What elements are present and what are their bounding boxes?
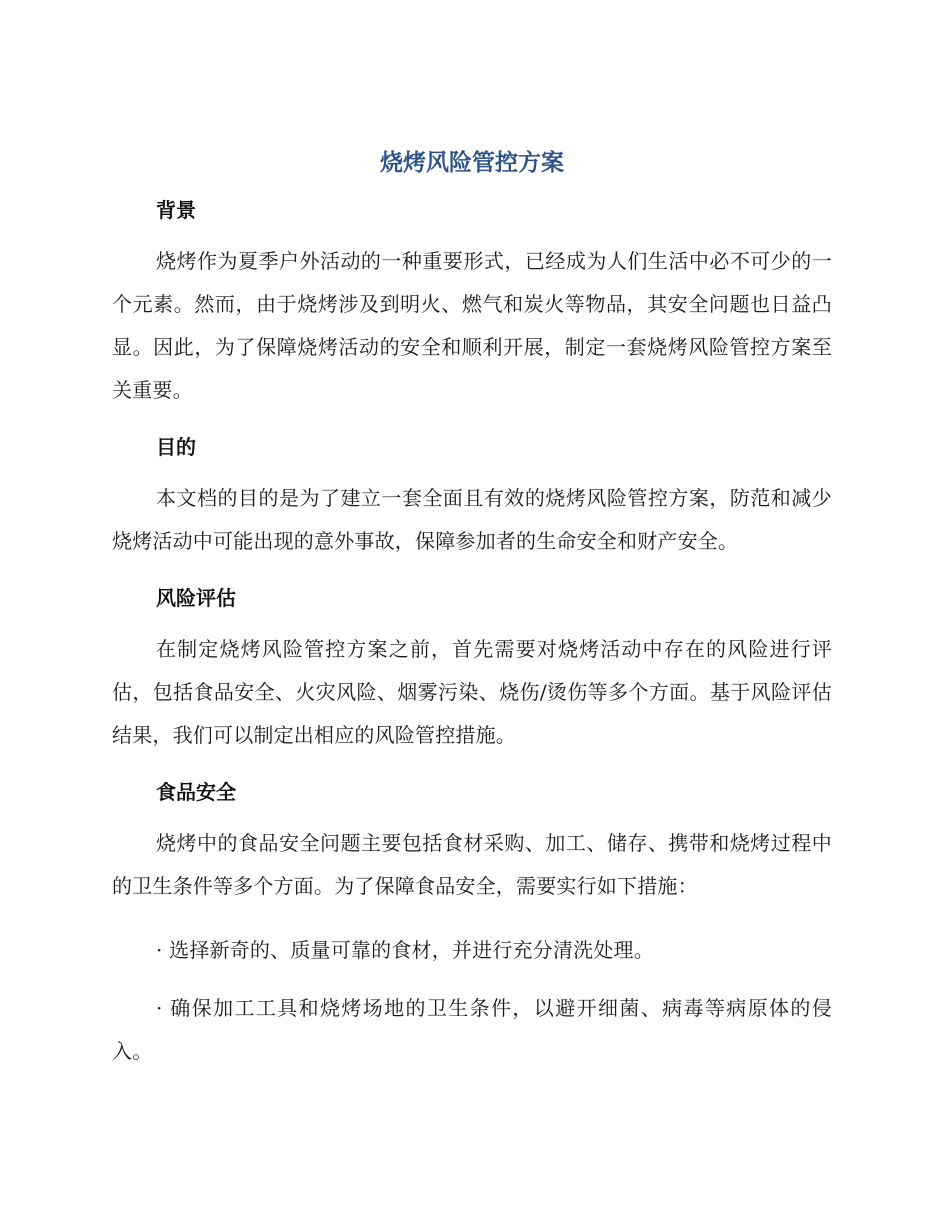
section-risk-assessment xyxy=(112,584,832,757)
section-heading-purpose: 目的 xyxy=(156,435,196,459)
document-title: 烧烤风险管控方案 xyxy=(380,150,564,176)
paragraph-background: 烧烤作为夏季户外活动的一种重要形式，已经成为人们生活中必不可少的一个元素。然而，由于烧烤涉及到明火、燃气和炭火等物品，其安全问题也日益凸显。因此，为了保障烧烤活动的安全和顺利开展，制定一套烧烤风险管控方案至关重要。 xyxy=(112,249,832,402)
section-heading-risk-assessment: 风险评估 xyxy=(156,586,236,610)
section-purpose xyxy=(112,433,832,563)
section-heading-background: 背景 xyxy=(156,198,196,222)
paragraph-food-safety: 烧烤中的食品安全问题主要包括食材采购、加工、储存、携带和烧烤过程中的卫生条件等多个方面。为了保障食品安全，需要实行如下措施： xyxy=(112,831,832,898)
section-background xyxy=(112,196,832,412)
bullet-item-fresh-ingredients: · 选择新奇的、质量可靠的食材，并进行充分清洗处理。 xyxy=(156,938,654,962)
section-food-safety xyxy=(112,778,832,1073)
paragraph-risk-assessment: 在制定烧烤风险管控方案之前，首先需要对烧烤活动中存在的风险进行评估，包括食品安全、火灾风险、烟雾污染、烧伤/烫伤等多个方面。基于风险评估结果，我们可以制定出相应的风险管控措施。 xyxy=(112,637,832,747)
paragraph-purpose: 本文档的目的是为了建立一套全面且有效的烧烤风险管控方案，防范和减少烧烤活动中可能出现的意外事故，保障参加者的生命安全和财产安全。 xyxy=(112,486,832,553)
section-heading-food-safety: 食品安全 xyxy=(156,780,236,804)
bullet-item-hygiene-conditions: · 确保加工工具和烧烤场地的卫生条件，以避开细菌、病毒等病原体的侵入。 xyxy=(112,996,832,1063)
